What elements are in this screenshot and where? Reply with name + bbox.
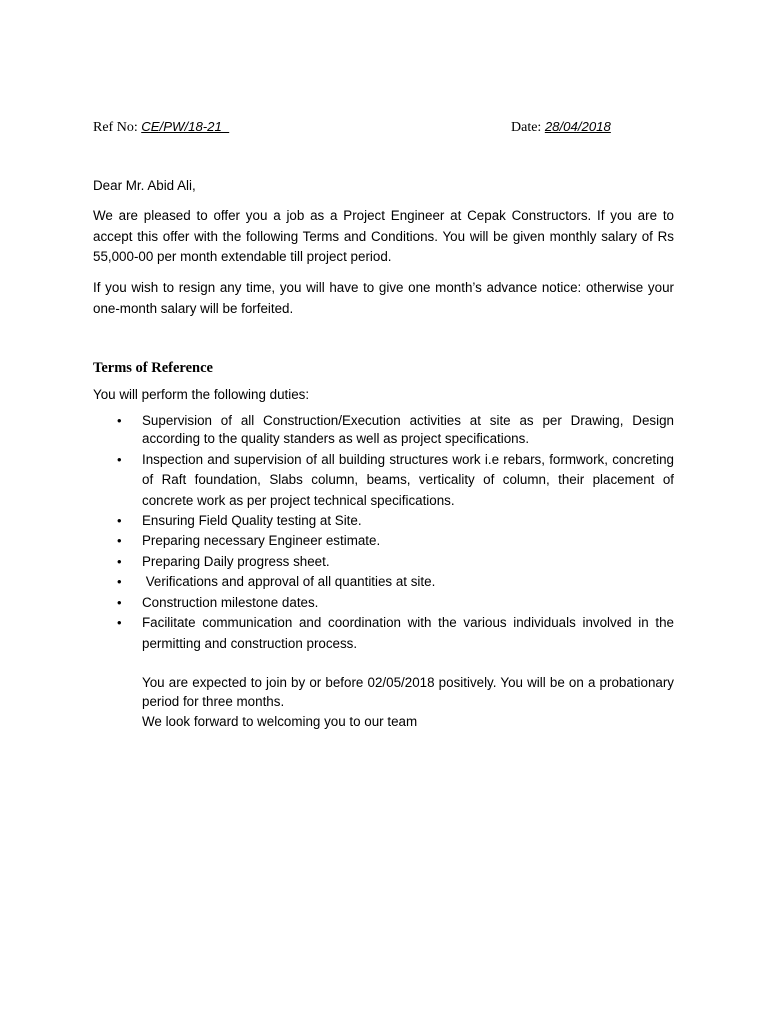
list-item [93,450,674,511]
bullet-icon: • [117,574,122,590]
bullet-icon: • [117,413,122,428]
date-value: 28/04/2018 [544,119,611,134]
list-item [93,531,674,552]
letter-date [511,117,611,137]
duty-text: Facilitate communication and coordination with the various individuals involved in the permitting and construction process. [142,615,674,651]
duty-text: Supervision of all Construction/Execution activities at site as per Drawing, Design according to the quality standers as well as project specifications. [142,413,674,446]
terms-heading: Terms of Reference [93,360,213,376]
bullet-icon: • [117,615,122,631]
list-item [93,572,674,593]
duty-text: Verifications and approval of all quantities at site. [142,574,436,590]
welcome-line: We look forward to welcoming you to our team [142,714,418,729]
list-item [93,552,674,573]
bullet-icon: • [117,594,122,610]
ref-label: Ref No: [93,120,142,135]
list-item [93,593,674,614]
offer-paragraph: We are pleased to offer you a job as a Project Engineer at Cepak Constructors. If you are to accept this offer with the following Terms and Conditions. You will be given monthly salary of Rs 55,000-00 per month extendable till project period. [93,208,674,264]
duties-list [93,412,674,654]
salutation: Dear Mr. Abid Ali, [93,178,196,193]
list-item [93,613,674,654]
date-label: Date: [511,120,545,135]
duty-text: Construction milestone dates. [142,594,319,610]
bullet-icon: • [117,452,122,467]
bullet-icon: • [117,512,122,528]
duties-intro: You will perform the following duties: [93,387,310,402]
joining-paragraph: You are expected to join by or before 02/05/2018 positively. You will be on a probationary period for three months. [142,675,674,709]
bullet-icon: • [117,553,122,569]
duty-text: Preparing Daily progress sheet. [142,553,330,569]
duty-text: Preparing necessary Engineer estimate. [142,533,381,549]
list-item [93,511,674,532]
duty-text: Ensuring Field Quality testing at Site. [142,512,362,528]
bullet-icon: • [117,533,122,549]
ref-value: CE/PW/18-21 [141,119,230,134]
resignation-paragraph: If you wish to resign any time, you will have to give one month’s advance notice: otherwise your one-month salary will be forfeited. [93,280,674,316]
list-item [93,412,674,448]
reference-number [93,117,229,137]
closing-section [142,673,674,732]
duty-text: Inspection and supervision of all building structures work i.e rebars, formwork, concreting of Raft foundation, Slabs column, beams, verticality of column, their placement of concrete work as per project technical specifications. [142,452,674,508]
